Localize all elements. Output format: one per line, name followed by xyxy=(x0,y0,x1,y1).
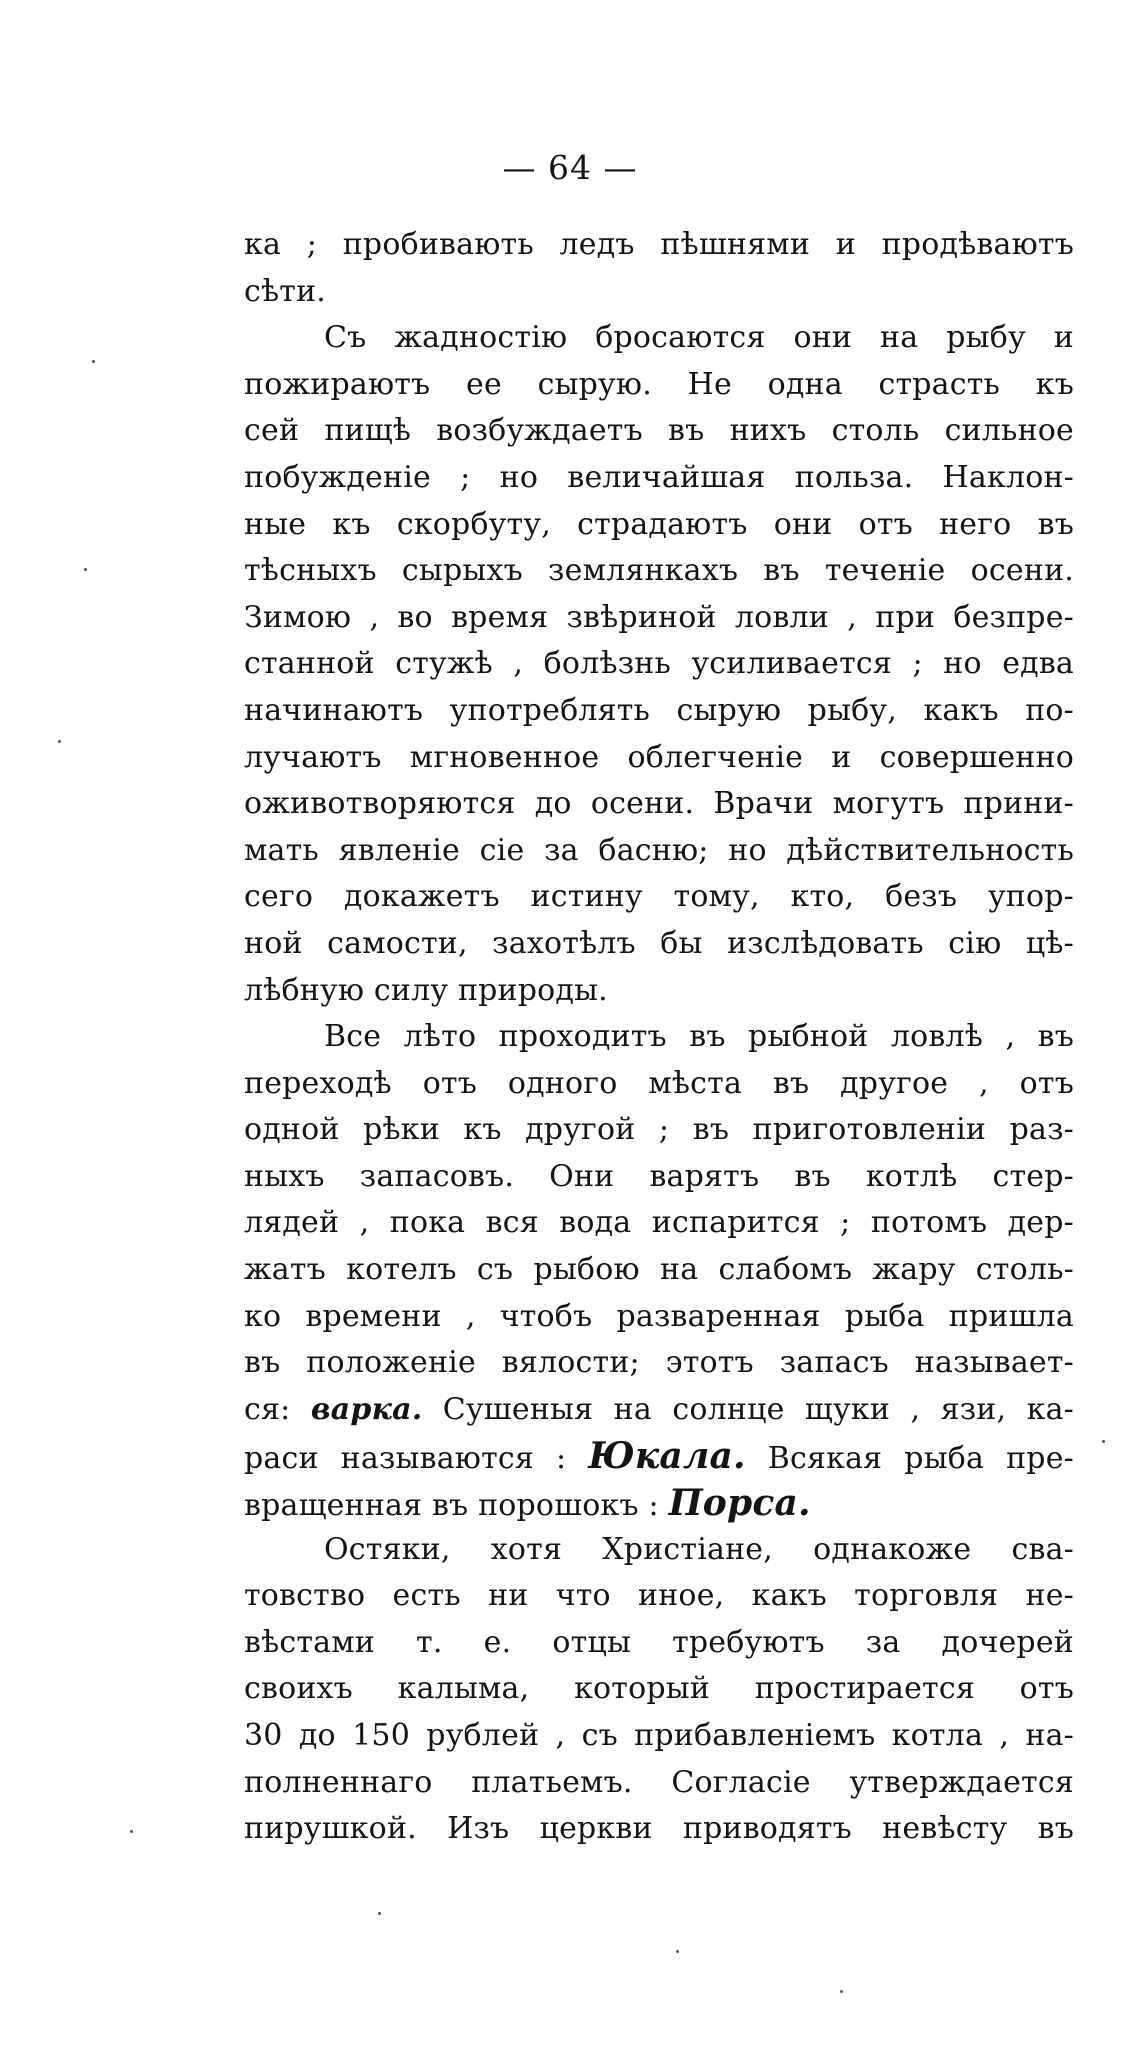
text-line: Съ жадностію бросаются они на рыбу и xyxy=(324,320,1074,356)
page-number: — 64 — xyxy=(502,148,638,187)
text-line: ныхъ запасовъ. Они варятъ въ котлѣ стер- xyxy=(244,1158,1074,1194)
text-line: побужденіе ; но величайшая польза. Наклон- xyxy=(244,459,1074,495)
paragraph-1 xyxy=(244,222,1074,315)
text-line: сѣти. xyxy=(244,273,327,309)
text-line: сего докажетъ истину тому, кто, безъ упор- xyxy=(244,879,1074,915)
scan-speck xyxy=(130,1830,133,1833)
scan-speck xyxy=(92,360,95,363)
text-line: лучаютъ мгновенное облегченіе и совершенно xyxy=(244,739,1074,775)
paragraph-2 xyxy=(244,315,1074,1014)
term-porsa: Порса. xyxy=(668,1482,811,1525)
text-fragment: раси называются : xyxy=(244,1441,589,1477)
scan-speck xyxy=(58,740,61,743)
scan-speck xyxy=(676,1950,679,1953)
text-line: своихъ калыма, который простирается отъ xyxy=(244,1671,1074,1707)
text-line: полненнаго платьемъ. Согласіе утверждается xyxy=(244,1764,1074,1800)
text-line: станной стужѣ , болѣзнь усиливается ; но едва xyxy=(244,646,1074,682)
text-line: начинаютъ употреблять сырую рыбу, какъ по- xyxy=(244,692,1074,728)
text-line: тѣсныхъ сырыхъ землянкахъ въ теченіе осени. xyxy=(244,553,1074,589)
text-line: товство есть ни что иное, какъ торговля не- xyxy=(244,1578,1074,1614)
text-fragment: вращенная въ порошокъ : xyxy=(244,1488,669,1524)
text-line: Остяки, хотя Христіане, однакоже сва- xyxy=(324,1531,1074,1567)
text-fragment: Всякая рыба пре- xyxy=(745,1441,1074,1477)
text-line: сей пищѣ возбуждаетъ въ нихъ столь сильное xyxy=(244,413,1074,449)
text-fragment: Сушеныя на солнце щуки , язи, ка- xyxy=(422,1391,1074,1427)
body-text xyxy=(244,222,1074,1853)
text-line: жатъ котелъ съ рыбою на слабомъ жару столь- xyxy=(244,1252,1074,1288)
text-line: ные къ скорбуту, страдаютъ они отъ него въ xyxy=(244,506,1074,542)
text-line: Все лѣто проходитъ въ рыбной ловлѣ , въ xyxy=(324,1019,1074,1055)
text-fragment: ся: xyxy=(244,1391,311,1427)
paragraph-3 xyxy=(244,1014,1074,1527)
text-line: мать явленіе сіе за басню; но дѣйствительность xyxy=(244,832,1074,868)
scan-speck xyxy=(378,1912,381,1915)
scan-speck xyxy=(84,568,87,571)
text-line: въ положеніе вялости; этотъ запасъ называет- xyxy=(244,1345,1074,1381)
text-line: ной самости, захотѣлъ бы изслѣдовать сію цѣ- xyxy=(244,925,1074,961)
text-line: оживотворяются до осени. Врачи могутъ прини- xyxy=(244,786,1074,822)
scan-speck xyxy=(840,1990,843,1993)
text-line: 30 до 150 рублей , съ прибавленіемъ котла , на- xyxy=(244,1718,1074,1753)
text-line: Зимою , во время звѣриной ловли , при безпре- xyxy=(244,599,1074,635)
text-line: ка ; пробивають ледъ пѣшнями и продѣваютъ xyxy=(244,227,1074,262)
text-line-varka xyxy=(244,1387,1074,1434)
text-line: пожираютъ ее сырую. Не одна страсть къ xyxy=(244,366,1074,402)
paragraph-4 xyxy=(244,1527,1074,1853)
text-line-yukala xyxy=(244,1433,1074,1480)
scan-speck xyxy=(1102,1440,1105,1443)
text-line-porsa xyxy=(244,1480,1074,1527)
text-line: одной рѣки къ другой ; въ приготовленіи раз- xyxy=(244,1112,1074,1148)
text-line: лядей , пока вся вода испарится ; потомъ дер- xyxy=(244,1205,1074,1241)
text-line: вѣстами т. е. отцы требуютъ за дочерей xyxy=(244,1624,1074,1660)
term-varka: варка. xyxy=(310,1391,423,1427)
text-line: пирушкой. Изъ церкви приводятъ невѣсту въ xyxy=(244,1811,1074,1847)
term-yukala: Юкала. xyxy=(588,1435,746,1478)
text-line: лѣбную силу природы. xyxy=(244,972,608,1008)
text-line: переходѣ отъ одного мѣста въ другое , отъ xyxy=(244,1065,1074,1101)
text-line: ко времени , чтобъ разваренная рыба пришла xyxy=(244,1298,1074,1334)
